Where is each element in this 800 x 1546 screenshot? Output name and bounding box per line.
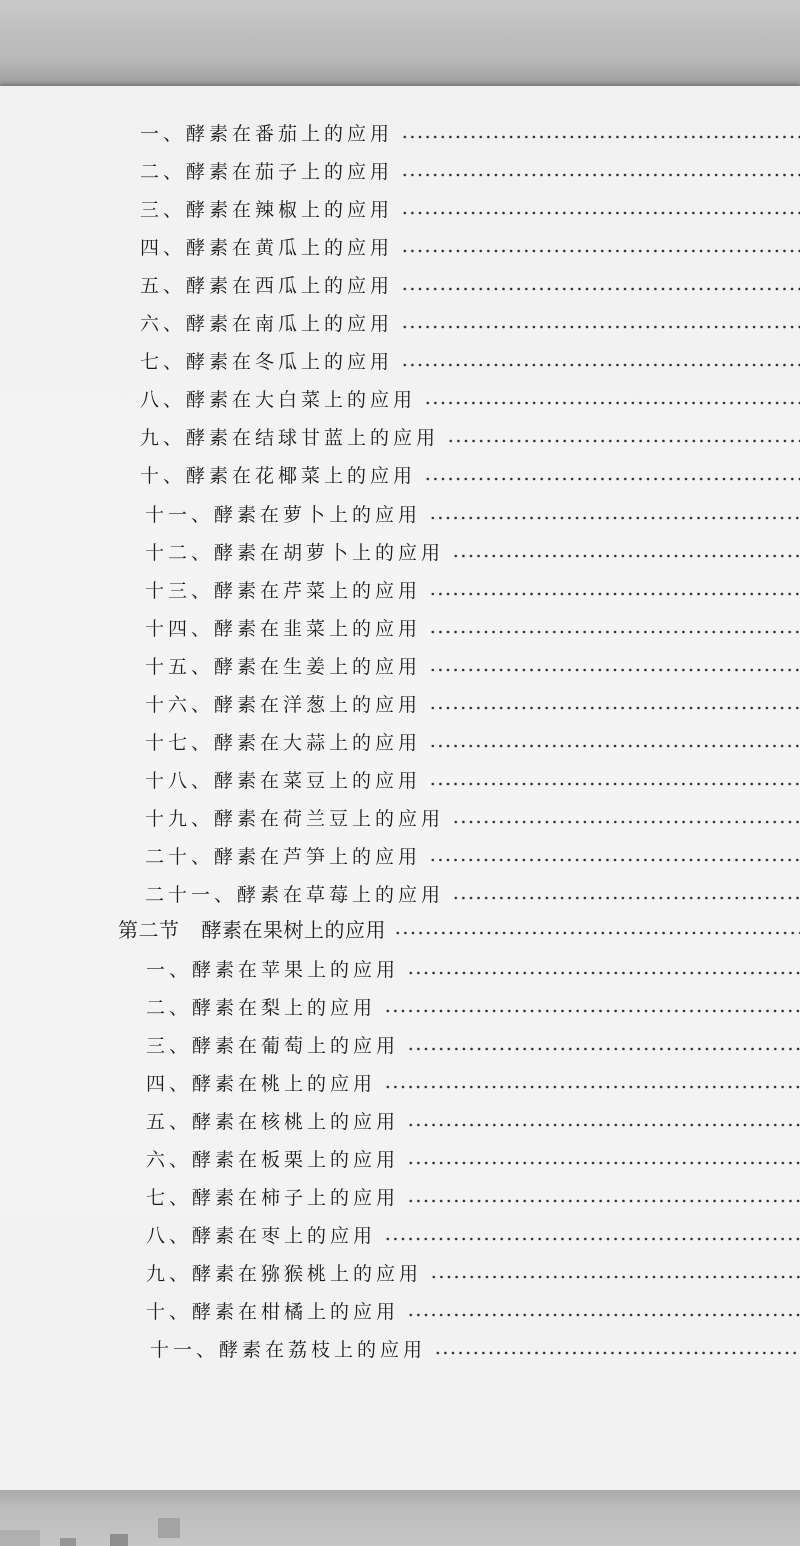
dot-leader xyxy=(401,249,800,253)
toc-entry-title: 七、酵素在柿子上的应用 xyxy=(146,1186,400,1209)
toc-entry-title: 九、酵素在猕猴桃上的应用 xyxy=(146,1262,423,1285)
toc-entry[interactable] xyxy=(146,1066,800,1098)
toc-entry-title: 十三、酵素在芹菜上的应用 xyxy=(145,579,422,602)
dot-leader xyxy=(452,820,800,824)
toc-entry-title: 十、酵素在花椰菜上的应用 xyxy=(140,464,417,487)
toc-entry[interactable] xyxy=(145,497,800,529)
toc-entry[interactable] xyxy=(145,839,800,871)
dot-leader xyxy=(429,744,800,748)
dot-leader xyxy=(407,971,800,975)
toc-entry-title: 二十、酵素在芦笋上的应用 xyxy=(145,845,422,868)
toc-entry[interactable] xyxy=(146,1104,800,1136)
dot-leader xyxy=(384,1237,800,1241)
toc-entry[interactable] xyxy=(145,725,800,757)
toc-entry[interactable] xyxy=(150,1332,800,1364)
toc-entry-title: 二、酵素在梨上的应用 xyxy=(146,996,377,1019)
toc-entry[interactable] xyxy=(146,1294,800,1326)
background-square xyxy=(110,1534,128,1546)
dot-leader xyxy=(407,1313,800,1317)
toc-entry-title: 一、酵素在番茄上的应用 xyxy=(140,122,394,145)
dot-leader xyxy=(384,1009,800,1013)
toc-entry-title: 十六、酵素在洋葱上的应用 xyxy=(145,693,422,716)
toc-entry-title: 十一、酵素在荔枝上的应用 xyxy=(150,1338,427,1361)
toc-entry-title: 三、酵素在辣椒上的应用 xyxy=(140,198,394,221)
toc-entry[interactable] xyxy=(140,268,800,300)
toc-entry[interactable] xyxy=(146,1028,800,1060)
toc-entry[interactable] xyxy=(146,952,800,984)
toc-entry[interactable] xyxy=(140,382,800,414)
toc-entry[interactable] xyxy=(145,649,800,681)
dot-leader xyxy=(384,1085,800,1089)
dot-leader xyxy=(407,1161,800,1165)
dot-leader xyxy=(407,1199,800,1203)
dot-leader xyxy=(401,211,800,215)
toc-entry-title: 五、酵素在核桃上的应用 xyxy=(146,1110,400,1133)
section-number: 第二节 xyxy=(118,917,180,942)
toc-entry[interactable] xyxy=(146,1256,800,1288)
dot-leader xyxy=(429,782,800,786)
dot-leader xyxy=(401,287,800,291)
toc-entry-title: 十二、酵素在胡萝卜上的应用 xyxy=(145,541,445,564)
dot-leader xyxy=(401,173,800,177)
toc-entry[interactable] xyxy=(145,687,800,719)
dot-leader xyxy=(452,896,800,900)
toc-entry-title: 二、酵素在茄子上的应用 xyxy=(140,160,394,183)
dot-leader xyxy=(429,516,800,520)
scan-top-shadow xyxy=(0,0,800,88)
toc-section-heading[interactable] xyxy=(118,912,800,944)
dot-leader xyxy=(429,630,800,634)
toc-entry-title: 六、酵素在板栗上的应用 xyxy=(146,1148,400,1171)
background-square xyxy=(0,1530,40,1546)
toc-entry[interactable] xyxy=(145,611,800,643)
toc-entry[interactable] xyxy=(140,116,800,148)
toc-entry[interactable] xyxy=(140,344,800,376)
toc-entry[interactable] xyxy=(146,990,800,1022)
toc-entry-title: 十七、酵素在大蒜上的应用 xyxy=(145,731,422,754)
toc-entry[interactable] xyxy=(146,1142,800,1174)
dot-leader xyxy=(424,477,800,481)
toc-entry[interactable] xyxy=(145,573,800,605)
dot-leader xyxy=(429,592,800,596)
toc-entry-title: 十四、酵素在韭菜上的应用 xyxy=(145,617,422,640)
toc-entry-title: 四、酵素在黄瓜上的应用 xyxy=(140,236,394,259)
toc-entry[interactable] xyxy=(145,877,800,909)
toc-entry-title: 十、酵素在柑橘上的应用 xyxy=(146,1300,400,1323)
toc-entry-title: 四、酵素在桃上的应用 xyxy=(146,1072,377,1095)
dot-leader xyxy=(447,439,800,443)
toc-entry-title: 十五、酵素在生姜上的应用 xyxy=(145,655,422,678)
section-title: 酵素在果树上的应用 xyxy=(201,917,386,942)
toc-entry-title: 二十一、酵素在草莓上的应用 xyxy=(145,883,445,906)
toc-entry[interactable] xyxy=(146,1218,800,1250)
toc-entry-title: 九、酵素在结球甘蓝上的应用 xyxy=(140,426,440,449)
dot-leader xyxy=(394,931,800,935)
toc-entry[interactable] xyxy=(145,535,800,567)
toc-entry[interactable] xyxy=(140,458,800,490)
toc-entry-title: 十一、酵素在萝卜上的应用 xyxy=(145,503,422,526)
dot-leader xyxy=(434,1351,800,1355)
toc-entry[interactable] xyxy=(146,1180,800,1212)
toc-entry[interactable] xyxy=(140,420,800,452)
toc-entry-title: 八、酵素在大白菜上的应用 xyxy=(140,388,417,411)
toc-entry-title: 十九、酵素在荷兰豆上的应用 xyxy=(145,807,445,830)
dot-leader xyxy=(429,668,800,672)
dot-leader xyxy=(407,1047,800,1051)
toc-entry[interactable] xyxy=(140,192,800,224)
dot-leader xyxy=(424,401,800,405)
toc-entry-title: 十八、酵素在菜豆上的应用 xyxy=(145,769,422,792)
toc-entry[interactable] xyxy=(145,801,800,833)
toc-entry[interactable] xyxy=(140,306,800,338)
dot-leader xyxy=(401,325,800,329)
dot-leader xyxy=(429,706,800,710)
dot-leader xyxy=(429,858,800,862)
toc-entry[interactable] xyxy=(140,154,800,186)
toc-entry-title: 八、酵素在枣上的应用 xyxy=(146,1224,377,1247)
toc-entry-title: 五、酵素在西瓜上的应用 xyxy=(140,274,394,297)
dot-leader xyxy=(407,1123,800,1127)
background-square xyxy=(60,1538,76,1546)
toc-entry-title: 一、酵素在苹果上的应用 xyxy=(146,958,400,981)
background-square xyxy=(158,1518,180,1538)
dot-leader xyxy=(401,363,800,367)
dot-leader xyxy=(401,135,800,139)
toc-entry-title: 三、酵素在葡萄上的应用 xyxy=(146,1034,400,1057)
toc-entry-title: 六、酵素在南瓜上的应用 xyxy=(140,312,394,335)
toc-entry[interactable] xyxy=(140,230,800,262)
section-heading-label xyxy=(118,914,386,943)
toc-entry-title: 七、酵素在冬瓜上的应用 xyxy=(140,350,394,373)
dot-leader xyxy=(452,554,800,558)
dot-leader xyxy=(430,1275,800,1279)
toc-entry[interactable] xyxy=(145,763,800,795)
